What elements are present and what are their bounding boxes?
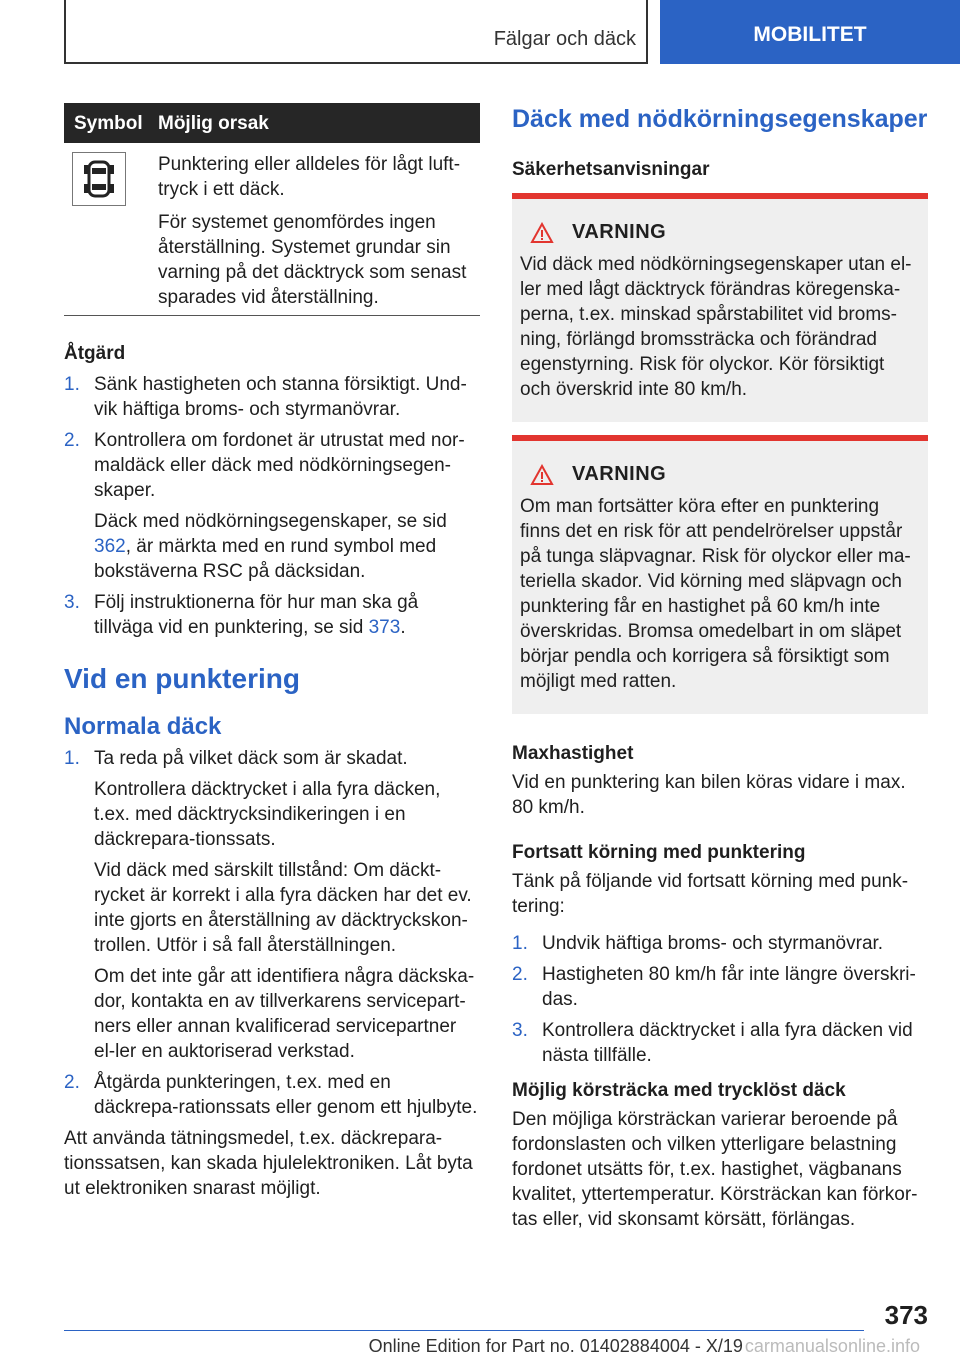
cause-paragraph: Punktering eller alldeles för lågt luft-tryck i ett däck. (158, 154, 461, 200)
watermark: carmanualsonline.info (744, 1336, 920, 1356)
table-cause-cell (158, 152, 478, 318)
table-header (64, 103, 480, 143)
list-item: 2. Hastigheten 80 km/h får inte längre överskri-das. (512, 964, 916, 1010)
list-item: 1. Ta reda på vilket däck som är skadat. Kontrollera däcktrycket i alla fyra däcken, t.ex. med däcktrycksindikeringen i en däckrepara-tionssats. Vid däck med särskilt tillstånd: Om däckt-rycket är korrekt i alla fyra däcken har det ev. inte gjorts en återställning av däcktryckskon-trollen. Utför i så fall återställningen. Om det inte går att identifiera några däckska-dor, kontakta en av tillverkarens servicepart-ners eller annan kvalificerad servicepartner el-ler en auktoriserad verkstad. (64, 748, 475, 1062)
table-col-symbol: Symbol (74, 113, 143, 134)
table-col-cause: Möjlig orsak (158, 113, 269, 134)
range-text: Den möjliga körsträckan varierar beroende på fordonslasten och vilken ytterligare belastning fordonet utsätts för, t.ex. hastighet, vägbanans kvalitet, yttertemperatur. Körsträckan kan förkor-tas eller, vid skonsamt körsätt, förlängas. (512, 1109, 918, 1230)
runflat-details (512, 741, 928, 1232)
list-item: 1. Undvik häftiga broms- och styrmanövrar. (512, 933, 884, 954)
table-divider (64, 315, 480, 316)
list-item: 3. Följ instruktionerna för hur man ska gå tillväga vid en punktering, se sid 373. (64, 592, 419, 638)
list-item: 3. Kontrollera däcktrycket i alla fyra däcken vid nästa tillfälle. (512, 1020, 913, 1066)
action-section (64, 341, 480, 1201)
warning-box-2 (512, 435, 928, 714)
maxspeed-text: Vid en punktering kan bilen köras vidare i max. 80 km/h. (512, 772, 906, 818)
warning-text: Om man fortsätter köra efter en punktering finns det en risk för att pendelrörelser uppstår på tunga släpvagnar. Risk för olyckor eller ma-teriella skador. Vid körning med släpvagn och punktering får en hastighet på 60 km/h inte överskridas. Bromsa omedelbart in om släpet börjar pendla och korrigera så försiktigt som möjligt med ratten. (520, 496, 911, 692)
footer-divider (64, 1330, 864, 1331)
action-steps (64, 372, 480, 640)
list-item: 1. Sänk hastigheten och stanna försiktigt. Und-vik häftiga broms- och styrmanövrar. (64, 374, 467, 420)
section-title: Fälgar och däck (493, 28, 636, 50)
maxspeed-heading: Maxhastighet (512, 743, 634, 764)
warning-title: VARNING (572, 221, 667, 243)
cause-paragraph: För systemet genomfördes ingen återställning. Systemet grundar sin varning på det däcktryck som senast sparades vid återställning. (158, 212, 467, 308)
sealant-note: Att använda tätningsmedel, t.ex. däckrepara-tionssatsen, kan skada hjulelektroniken. Låt byta ut elektroniken snarast möjligt. (64, 1128, 473, 1199)
continued-steps (512, 931, 928, 1068)
action-heading: Åtgärd (64, 343, 126, 364)
continued-text: Tänk på följande vid fortsatt körning med punk-tering: (512, 871, 909, 917)
warning-triangle-icon (530, 464, 554, 486)
safety-heading: Säkerhetsanvisningar (512, 159, 710, 180)
warning-triangle-icon (530, 222, 554, 244)
car-tire-pressure-warning-icon (72, 152, 126, 206)
normal-tires-heading: Normala däck (64, 713, 222, 740)
list-item: 2. Åtgärda punkteringen, t.ex. med en däckrepa-rationssats eller genom ett hjulbyte. (64, 1072, 478, 1118)
puncture-steps (64, 746, 480, 1120)
list-item: 2. Kontrollera om fordonet är utrustat med nor-maldäck eller däck med nödkörningsegen-skaper. Däck med nödkörningsegenskaper, se sid 362, är märkta med en rund symbol med bokstäverna RSC på däcksidan. (64, 430, 465, 582)
page-link-362[interactable]: 362 (94, 536, 126, 557)
range-heading: Möjlig körsträcka med trycklöst däck (512, 1080, 846, 1101)
warning-text: Vid däck med nödkörningsegenskaper utan el-ler med lågt däcktryck förändras köregenska-perna, t.ex. minskad spårstabilitet vid broms-ning, förlängd bromssträcka och förändrad egenstyrning. Risk för olyckor. Kör försiktigt och överskrid inte 80 km/h. (520, 254, 912, 400)
warning-title: VARNING (572, 463, 667, 485)
page-number: 373 (884, 1300, 928, 1330)
warning-box-1 (512, 193, 928, 422)
page-link-373[interactable]: 373 (368, 617, 401, 638)
puncture-heading: Vid en punktering (64, 663, 300, 694)
continued-heading: Fortsatt körning med punktering (512, 842, 806, 863)
chapter-tab[interactable]: MOBILITET (660, 0, 960, 64)
runflat-heading: Däck med nödkörningsegenskaper (512, 105, 928, 133)
footer-edition: Online Edition for Part no. 01402884004 - X/19 carmanualsonline.info (368, 1336, 920, 1356)
